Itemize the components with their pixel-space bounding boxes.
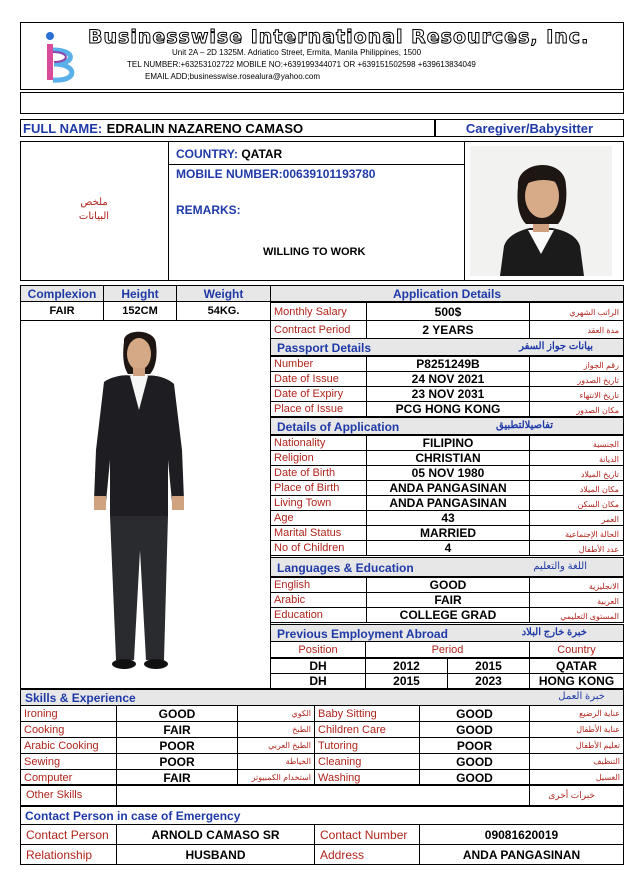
employment-to: 2023 [447,673,530,689]
employment-position: DH [270,658,366,674]
country-line [176,147,282,161]
language-row-value: COLLEGE GRAD [366,607,530,623]
photo-area [20,320,271,689]
remarks-label: REMARKS: [176,203,241,217]
skill-right-label: Cleaning [314,753,420,770]
skill-left-arabic: الطبخ [237,721,315,738]
details-row-label: Religion [270,450,367,466]
employment-country: QATAR [529,658,624,674]
details-header [270,417,624,435]
details-row-value: CHRISTIAN [366,450,530,466]
remarks-note: WILLING TO WORK [263,246,366,258]
skill-right-value: POOR [419,737,530,754]
details-row-label: Nationality [270,435,367,451]
contact-person-value: ARNOLD CAMASO SR [116,824,315,845]
skill-right-label: Washing [314,769,420,786]
passport-header-arabic: بيانات جواز السفر [519,341,593,352]
details-row-arabic: مكان الميلاد [529,480,624,496]
application-row-value: 500$ [366,302,530,321]
passport-header-label: Passport Details [277,341,372,355]
application-header: Application Details [270,285,624,302]
application-row-value: 2 YEARS [366,320,530,339]
language-row-label: Education [270,607,367,623]
skill-left-value: FAIR [116,769,238,786]
language-row-arabic: العربية [529,592,624,608]
mobile-label: MOBILE NUMBER: [176,167,283,181]
details-row-value: 43 [366,510,530,526]
skills-header [20,689,624,706]
passport-row-label: Date of Expiry [270,386,367,402]
skill-left-label: Ironing [20,705,117,722]
skill-left-value: POOR [116,753,238,770]
details-row-arabic: الحالة الإجتماعية [529,525,624,541]
mobile-value: 00639101193780 [282,167,376,181]
skill-right-arabic: الغسيل [529,769,624,786]
details-row-value: ANDA PANGASINAN [366,495,530,511]
skill-right-value: GOOD [419,721,530,738]
weight-header: Weight [176,285,271,302]
details-row-label: Age [270,510,367,526]
passport-row-arabic: تاريخ الانتهاء [529,386,624,402]
skill-right-arabic: التنظيف [529,753,624,770]
employment-col-position: Position [270,641,366,658]
passport-row-arabic: مكان الصدور [529,401,624,417]
country-label: COUNTRY: [176,147,238,161]
spacer-row [20,92,624,114]
employment-header-label: Previous Employment Abroad [277,627,448,641]
emergency-header-label: Contact Person in case of Emergency [25,809,241,823]
skill-right-value: GOOD [419,705,530,722]
skill-left-arabic: الطبخ العربي [237,737,315,754]
language-row-value: GOOD [366,577,530,593]
full-name-label: FULL NAME: [23,121,103,136]
details-row-label: Place of Birth [270,480,367,496]
details-row-value: 4 [366,540,530,556]
application-row-arabic: الراتب الشهري [529,302,624,321]
skill-right-arabic: عناية الأطفال [529,721,624,738]
skill-left-label: Arabic Cooking [20,737,117,754]
employment-from: 2015 [365,673,448,689]
address-label: Address [314,844,420,865]
position-title: Caregiver/Babysitter [435,119,624,137]
language-row-label: Arabic [270,592,367,608]
other-skills-divider-left [116,784,117,806]
photo-divider [464,141,465,281]
languages-header [270,557,624,577]
details-row-arabic: مكان السكن [529,495,624,511]
details-row-arabic: العمر [529,510,624,526]
skill-left-arabic: الكوي [237,705,315,722]
skill-right-arabic: عناية الرضيع [529,705,624,722]
details-row-label: Marital Status [270,525,367,541]
details-row-arabic: الجنسية [529,435,624,451]
details-row-value: 05 NOV 1980 [366,465,530,481]
passport-row-arabic: تاريخ الصدور [529,371,624,387]
passport-row-label: Date of Issue [270,371,367,387]
relationship-label: Relationship [20,844,117,865]
country-value: QATAR [241,147,283,161]
contact-number-value: 09081620019 [419,824,624,845]
language-row-value: FAIR [366,592,530,608]
height-header: Height [103,285,177,302]
complexion-value: FAIR [20,301,104,321]
application-row-arabic: مدة العقد [529,320,624,339]
country-rule [168,164,464,165]
passport-header [270,338,624,356]
name-bar [20,119,435,137]
application-row-label: Monthly Salary [270,302,367,321]
details-row-label: No of Children [270,540,367,556]
details-row-label: Date of Birth [270,465,367,481]
passport-row-value: 23 NOV 2031 [366,386,530,402]
full-name: EDRALIN NAZARENO CAMASO [106,121,304,136]
other-skills-row [20,784,624,806]
mobile-line [176,167,375,181]
details-row-value: FILIPINO [366,435,530,451]
company-address: Unit 2A – 2D 1325M. Adriatico Street, Ermita, Manila Philippines, 1500 [172,48,422,57]
summary-arabic-label: ملخص البيانات [78,197,110,222]
passport-row-label: Place of Issue [270,401,367,417]
skill-right-arabic: تعليم الأطفال [529,737,624,754]
skill-left-value: POOR [116,737,238,754]
details-row-arabic: عدد الأطفال [529,540,624,556]
employment-header [270,624,624,642]
skill-left-label: Computer [20,769,117,786]
skill-right-value: GOOD [419,753,530,770]
emergency-header [20,806,624,825]
skills-header-label: Skills & Experience [25,691,136,705]
contact-number-label: Contact Number [314,824,420,845]
employment-country: HONG KONG [529,673,624,689]
details-header-label: Details of Application [277,420,400,434]
summary-divider [168,141,169,281]
passport-row-arabic: رقم الجواز [529,356,624,372]
skill-right-label: Baby Sitting [314,705,420,722]
skill-left-arabic: استخدام الكمبيوتر [237,769,315,786]
language-row-arabic: الانجليزية [529,577,624,593]
company-name: Businesswise International Resources, Inc. [88,26,590,48]
passport-row-value: PCG HONG KONG [366,401,530,417]
other-skills-arabic: خبرات أخرى [548,790,595,800]
language-row-arabic: المستوى التعليمي [529,607,624,623]
details-row-arabic: تاريخ الميلاد [529,465,624,481]
skill-left-label: Cooking [20,721,117,738]
details-header-arabic: تفاصيلالتطبيق [495,420,553,431]
contact-person-label: Contact Person [20,824,117,845]
skill-left-value: GOOD [116,705,238,722]
passport-row-label: Number [270,356,367,372]
other-skills-label: Other Skills [26,789,83,801]
complexion-header: Complexion [20,285,104,302]
employment-header-arabic: خبرة خارج البلاد [521,627,587,638]
languages-header-label: Languages & Education [277,561,414,575]
company-logo [38,30,82,86]
employment-position: DH [270,673,366,689]
language-row-label: English [270,577,367,593]
address-value: ANDA PANGASINAN [419,844,624,865]
languages-header-arabic: اللغة والتعليم [533,561,587,572]
other-skills-divider-right [529,784,530,806]
details-row-value: MARRIED [366,525,530,541]
details-row-value: ANDA PANGASINAN [366,480,530,496]
employment-from: 2012 [365,658,448,674]
weight-value: 54KG. [176,301,271,321]
employment-to: 2015 [447,658,530,674]
skill-right-value: GOOD [419,769,530,786]
skill-left-arabic: الخياطة [237,753,315,770]
application-row-label: Contract Period [270,320,367,339]
company-email: EMAIL ADD;businesswise.rosealura@yahoo.com [145,72,321,81]
headshot-photo [470,146,612,276]
passport-row-value: 24 NOV 2021 [366,371,530,387]
skill-left-label: Sewing [20,753,117,770]
skills-header-arabic: خبرة العمل [558,691,605,702]
skill-right-label: Children Care [314,721,420,738]
employment-col-country: Country [529,641,624,658]
skill-left-value: FAIR [116,721,238,738]
company-phones: TEL NUMBER:+63253102722 MOBILE NO:+639199344071 OR +639151502598 +639613834049 [127,60,476,69]
employment-col-period: Period [365,641,530,658]
relationship-value: HUSBAND [116,844,315,865]
passport-row-value: P8251249B [366,356,530,372]
height-value: 152CM [103,301,177,321]
skill-right-label: Tutoring [314,737,420,754]
details-row-arabic: الديانة [529,450,624,466]
details-row-label: Living Town [270,495,367,511]
